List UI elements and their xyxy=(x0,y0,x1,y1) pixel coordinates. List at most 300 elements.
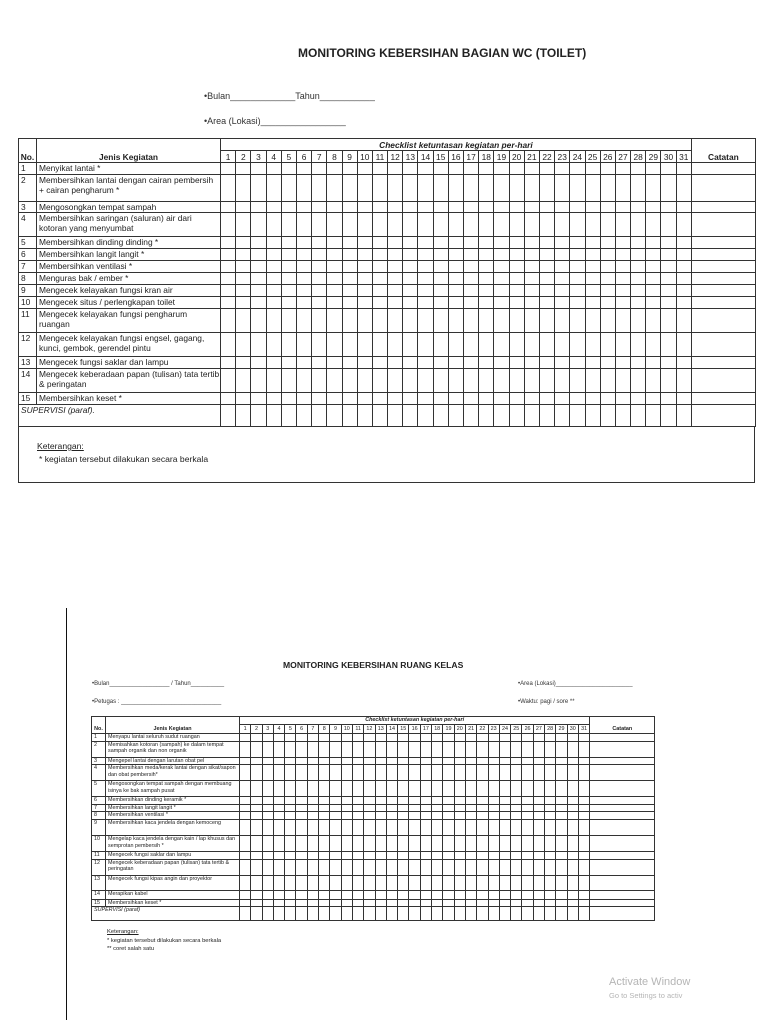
day-check-cell[interactable] xyxy=(676,175,691,202)
day-check-cell[interactable] xyxy=(646,369,661,393)
notes-cell[interactable] xyxy=(590,734,655,742)
day-check-cell[interactable] xyxy=(464,333,479,357)
notes-cell[interactable] xyxy=(691,261,755,273)
day-check-cell[interactable] xyxy=(539,285,554,297)
day-check-cell[interactable] xyxy=(448,333,463,357)
day-check-cell[interactable] xyxy=(646,297,661,309)
day-check-cell[interactable] xyxy=(386,890,397,899)
day-check-cell[interactable] xyxy=(281,297,296,309)
day-check-cell[interactable] xyxy=(524,309,539,333)
day-check-cell[interactable] xyxy=(676,202,691,213)
day-check-cell[interactable] xyxy=(375,859,386,875)
day-check-cell[interactable] xyxy=(464,237,479,249)
day-check-cell[interactable] xyxy=(533,741,544,757)
day-check-cell[interactable] xyxy=(312,309,327,333)
day-check-cell[interactable] xyxy=(477,797,488,805)
day-check-cell[interactable] xyxy=(448,213,463,237)
day-check-cell[interactable] xyxy=(448,285,463,297)
day-check-cell[interactable] xyxy=(352,757,363,765)
day-check-cell[interactable] xyxy=(327,333,342,357)
notes-cell[interactable] xyxy=(691,297,755,309)
day-check-cell[interactable] xyxy=(281,202,296,213)
day-check-cell[interactable] xyxy=(319,781,330,797)
day-check-cell[interactable] xyxy=(524,333,539,357)
day-check-cell[interactable] xyxy=(448,297,463,309)
day-check-cell[interactable] xyxy=(433,163,448,175)
day-check-cell[interactable] xyxy=(398,835,409,851)
day-check-cell[interactable] xyxy=(661,357,676,369)
day-check-cell[interactable] xyxy=(266,309,281,333)
day-check-cell[interactable] xyxy=(375,797,386,805)
day-check-cell[interactable] xyxy=(398,812,409,820)
day-check-cell[interactable] xyxy=(615,175,630,202)
day-check-cell[interactable] xyxy=(578,890,589,899)
supervisi-sign-cell[interactable] xyxy=(273,907,284,921)
day-check-cell[interactable] xyxy=(342,213,357,237)
day-check-cell[interactable] xyxy=(296,309,311,333)
day-check-cell[interactable] xyxy=(567,734,578,742)
day-check-cell[interactable] xyxy=(319,899,330,907)
day-check-cell[interactable] xyxy=(341,875,352,890)
day-check-cell[interactable] xyxy=(341,804,352,812)
day-check-cell[interactable] xyxy=(296,237,311,249)
day-check-cell[interactable] xyxy=(273,890,284,899)
day-check-cell[interactable] xyxy=(352,890,363,899)
day-check-cell[interactable] xyxy=(240,734,251,742)
day-check-cell[interactable] xyxy=(330,875,341,890)
day-check-cell[interactable] xyxy=(296,175,311,202)
day-check-cell[interactable] xyxy=(409,875,420,890)
day-check-cell[interactable] xyxy=(251,249,266,261)
day-check-cell[interactable] xyxy=(403,309,418,333)
day-check-cell[interactable] xyxy=(357,369,372,393)
day-check-cell[interactable] xyxy=(511,781,522,797)
day-check-cell[interactable] xyxy=(499,835,510,851)
day-check-cell[interactable] xyxy=(240,765,251,781)
notes-cell[interactable] xyxy=(691,369,755,393)
day-check-cell[interactable] xyxy=(646,261,661,273)
day-check-cell[interactable] xyxy=(341,734,352,742)
day-check-cell[interactable] xyxy=(676,297,691,309)
day-check-cell[interactable] xyxy=(403,393,418,405)
day-check-cell[interactable] xyxy=(221,261,236,273)
day-check-cell[interactable] xyxy=(448,237,463,249)
day-check-cell[interactable] xyxy=(432,804,443,812)
day-check-cell[interactable] xyxy=(372,357,387,369)
day-check-cell[interactable] xyxy=(342,297,357,309)
day-check-cell[interactable] xyxy=(578,765,589,781)
day-check-cell[interactable] xyxy=(296,804,307,812)
supervisi-sign-cell[interactable] xyxy=(545,907,556,921)
supervisi-sign-cell[interactable] xyxy=(251,907,262,921)
day-check-cell[interactable] xyxy=(386,812,397,820)
day-check-cell[interactable] xyxy=(266,237,281,249)
day-check-cell[interactable] xyxy=(266,213,281,237)
day-check-cell[interactable] xyxy=(499,859,510,875)
day-check-cell[interactable] xyxy=(600,237,615,249)
day-check-cell[interactable] xyxy=(545,875,556,890)
day-check-cell[interactable] xyxy=(312,285,327,297)
supervisi-sign-cell[interactable] xyxy=(465,907,476,921)
day-check-cell[interactable] xyxy=(454,812,465,820)
day-check-cell[interactable] xyxy=(494,333,509,357)
day-check-cell[interactable] xyxy=(570,163,585,175)
day-check-cell[interactable] xyxy=(555,297,570,309)
day-check-cell[interactable] xyxy=(585,309,600,333)
day-check-cell[interactable] xyxy=(296,163,311,175)
day-check-cell[interactable] xyxy=(661,309,676,333)
day-check-cell[interactable] xyxy=(477,765,488,781)
day-check-cell[interactable] xyxy=(418,261,433,273)
day-check-cell[interactable] xyxy=(545,757,556,765)
day-check-cell[interactable] xyxy=(266,285,281,297)
day-check-cell[interactable] xyxy=(511,757,522,765)
day-check-cell[interactable] xyxy=(578,835,589,851)
day-check-cell[interactable] xyxy=(281,285,296,297)
day-check-cell[interactable] xyxy=(454,804,465,812)
day-check-cell[interactable] xyxy=(661,297,676,309)
notes-cell[interactable] xyxy=(590,797,655,805)
day-check-cell[interactable] xyxy=(488,804,499,812)
day-check-cell[interactable] xyxy=(285,819,296,835)
day-check-cell[interactable] xyxy=(372,249,387,261)
day-check-cell[interactable] xyxy=(465,797,476,805)
day-check-cell[interactable] xyxy=(676,261,691,273)
day-check-cell[interactable] xyxy=(221,273,236,285)
day-check-cell[interactable] xyxy=(443,851,454,859)
day-check-cell[interactable] xyxy=(398,757,409,765)
day-check-cell[interactable] xyxy=(262,765,273,781)
day-check-cell[interactable] xyxy=(585,163,600,175)
day-check-cell[interactable] xyxy=(251,812,262,820)
day-check-cell[interactable] xyxy=(236,202,251,213)
supervisi-sign-cell[interactable] xyxy=(375,907,386,921)
day-check-cell[interactable] xyxy=(524,237,539,249)
day-check-cell[interactable] xyxy=(433,393,448,405)
day-check-cell[interactable] xyxy=(273,835,284,851)
day-check-cell[interactable] xyxy=(418,285,433,297)
day-check-cell[interactable] xyxy=(296,249,311,261)
supervisi-sign-cell[interactable] xyxy=(418,405,433,427)
day-check-cell[interactable] xyxy=(454,765,465,781)
day-check-cell[interactable] xyxy=(661,237,676,249)
day-check-cell[interactable] xyxy=(545,899,556,907)
day-check-cell[interactable] xyxy=(494,213,509,237)
day-check-cell[interactable] xyxy=(221,213,236,237)
day-check-cell[interactable] xyxy=(522,765,533,781)
day-check-cell[interactable] xyxy=(251,835,262,851)
day-check-cell[interactable] xyxy=(465,819,476,835)
day-check-cell[interactable] xyxy=(479,309,494,333)
day-check-cell[interactable] xyxy=(262,797,273,805)
day-check-cell[interactable] xyxy=(433,297,448,309)
day-check-cell[interactable] xyxy=(522,851,533,859)
day-check-cell[interactable] xyxy=(545,781,556,797)
day-check-cell[interactable] xyxy=(443,875,454,890)
supervisi-sign-cell[interactable] xyxy=(448,405,463,427)
day-check-cell[interactable] xyxy=(533,835,544,851)
day-check-cell[interactable] xyxy=(465,765,476,781)
day-check-cell[interactable] xyxy=(509,309,524,333)
day-check-cell[interactable] xyxy=(273,899,284,907)
day-check-cell[interactable] xyxy=(330,859,341,875)
day-check-cell[interactable] xyxy=(465,804,476,812)
supervisi-sign-cell[interactable] xyxy=(556,907,567,921)
notes-cell[interactable] xyxy=(691,309,755,333)
day-check-cell[interactable] xyxy=(464,202,479,213)
day-check-cell[interactable] xyxy=(499,851,510,859)
day-check-cell[interactable] xyxy=(398,765,409,781)
supervisi-sign-cell[interactable] xyxy=(631,405,646,427)
day-check-cell[interactable] xyxy=(479,249,494,261)
day-check-cell[interactable] xyxy=(352,812,363,820)
day-check-cell[interactable] xyxy=(615,309,630,333)
day-check-cell[interactable] xyxy=(398,875,409,890)
day-check-cell[interactable] xyxy=(236,333,251,357)
day-check-cell[interactable] xyxy=(327,249,342,261)
day-check-cell[interactable] xyxy=(477,812,488,820)
day-check-cell[interactable] xyxy=(567,899,578,907)
day-check-cell[interactable] xyxy=(221,175,236,202)
supervisi-sign-cell[interactable] xyxy=(285,907,296,921)
day-check-cell[interactable] xyxy=(454,890,465,899)
day-check-cell[interactable] xyxy=(570,213,585,237)
day-check-cell[interactable] xyxy=(221,163,236,175)
day-check-cell[interactable] xyxy=(372,309,387,333)
day-check-cell[interactable] xyxy=(488,797,499,805)
day-check-cell[interactable] xyxy=(251,819,262,835)
day-check-cell[interactable] xyxy=(418,175,433,202)
day-check-cell[interactable] xyxy=(327,175,342,202)
day-check-cell[interactable] xyxy=(676,273,691,285)
day-check-cell[interactable] xyxy=(420,819,431,835)
supervisi-sign-cell[interactable] xyxy=(357,405,372,427)
day-check-cell[interactable] xyxy=(494,202,509,213)
day-check-cell[interactable] xyxy=(251,237,266,249)
supervisi-sign-cell[interactable] xyxy=(524,405,539,427)
day-check-cell[interactable] xyxy=(386,859,397,875)
day-check-cell[interactable] xyxy=(661,273,676,285)
day-check-cell[interactable] xyxy=(409,765,420,781)
day-check-cell[interactable] xyxy=(372,369,387,393)
day-check-cell[interactable] xyxy=(386,781,397,797)
day-check-cell[interactable] xyxy=(262,835,273,851)
day-check-cell[interactable] xyxy=(578,899,589,907)
day-check-cell[interactable] xyxy=(372,297,387,309)
day-check-cell[interactable] xyxy=(342,249,357,261)
day-check-cell[interactable] xyxy=(327,202,342,213)
day-check-cell[interactable] xyxy=(240,819,251,835)
day-check-cell[interactable] xyxy=(420,812,431,820)
supervisi-sign-cell[interactable] xyxy=(341,907,352,921)
day-check-cell[interactable] xyxy=(646,309,661,333)
day-check-cell[interactable] xyxy=(443,890,454,899)
day-check-cell[interactable] xyxy=(511,734,522,742)
day-check-cell[interactable] xyxy=(398,890,409,899)
day-check-cell[interactable] xyxy=(352,819,363,835)
day-check-cell[interactable] xyxy=(342,261,357,273)
day-check-cell[interactable] xyxy=(545,859,556,875)
day-check-cell[interactable] xyxy=(251,781,262,797)
day-check-cell[interactable] xyxy=(398,741,409,757)
day-check-cell[interactable] xyxy=(533,812,544,820)
day-check-cell[interactable] xyxy=(281,357,296,369)
day-check-cell[interactable] xyxy=(375,819,386,835)
day-check-cell[interactable] xyxy=(386,899,397,907)
day-check-cell[interactable] xyxy=(319,875,330,890)
day-check-cell[interactable] xyxy=(661,369,676,393)
day-check-cell[interactable] xyxy=(615,249,630,261)
day-check-cell[interactable] xyxy=(477,859,488,875)
day-check-cell[interactable] xyxy=(646,175,661,202)
day-check-cell[interactable] xyxy=(251,261,266,273)
day-check-cell[interactable] xyxy=(330,741,341,757)
day-check-cell[interactable] xyxy=(600,261,615,273)
day-check-cell[interactable] xyxy=(570,273,585,285)
day-check-cell[interactable] xyxy=(556,734,567,742)
day-check-cell[interactable] xyxy=(352,734,363,742)
day-check-cell[interactable] xyxy=(386,875,397,890)
day-check-cell[interactable] xyxy=(511,890,522,899)
day-check-cell[interactable] xyxy=(364,804,375,812)
day-check-cell[interactable] xyxy=(443,804,454,812)
day-check-cell[interactable] xyxy=(567,890,578,899)
day-check-cell[interactable] xyxy=(676,249,691,261)
day-check-cell[interactable] xyxy=(533,781,544,797)
supervisi-sign-cell[interactable] xyxy=(403,405,418,427)
day-check-cell[interactable] xyxy=(319,765,330,781)
day-check-cell[interactable] xyxy=(352,804,363,812)
day-check-cell[interactable] xyxy=(522,804,533,812)
day-check-cell[interactable] xyxy=(386,797,397,805)
day-check-cell[interactable] xyxy=(327,297,342,309)
day-check-cell[interactable] xyxy=(600,297,615,309)
day-check-cell[interactable] xyxy=(524,261,539,273)
day-check-cell[interactable] xyxy=(433,249,448,261)
day-check-cell[interactable] xyxy=(539,273,554,285)
day-check-cell[interactable] xyxy=(273,797,284,805)
day-check-cell[interactable] xyxy=(524,249,539,261)
day-check-cell[interactable] xyxy=(443,859,454,875)
day-check-cell[interactable] xyxy=(221,333,236,357)
day-check-cell[interactable] xyxy=(522,812,533,820)
day-check-cell[interactable] xyxy=(327,273,342,285)
day-check-cell[interactable] xyxy=(533,797,544,805)
notes-cell[interactable] xyxy=(590,757,655,765)
supervisi-sign-cell[interactable] xyxy=(570,405,585,427)
day-check-cell[interactable] xyxy=(312,175,327,202)
day-check-cell[interactable] xyxy=(488,757,499,765)
notes-cell[interactable] xyxy=(590,819,655,835)
day-check-cell[interactable] xyxy=(420,781,431,797)
day-check-cell[interactable] xyxy=(545,812,556,820)
day-check-cell[interactable] xyxy=(443,797,454,805)
day-check-cell[interactable] xyxy=(646,249,661,261)
day-check-cell[interactable] xyxy=(372,202,387,213)
day-check-cell[interactable] xyxy=(375,781,386,797)
day-check-cell[interactable] xyxy=(409,812,420,820)
day-check-cell[interactable] xyxy=(600,285,615,297)
day-check-cell[interactable] xyxy=(511,765,522,781)
day-check-cell[interactable] xyxy=(615,237,630,249)
day-check-cell[interactable] xyxy=(432,859,443,875)
day-check-cell[interactable] xyxy=(364,859,375,875)
day-check-cell[interactable] xyxy=(418,333,433,357)
day-check-cell[interactable] xyxy=(556,804,567,812)
day-check-cell[interactable] xyxy=(661,202,676,213)
day-check-cell[interactable] xyxy=(448,249,463,261)
day-check-cell[interactable] xyxy=(281,213,296,237)
day-check-cell[interactable] xyxy=(364,797,375,805)
day-check-cell[interactable] xyxy=(236,357,251,369)
day-check-cell[interactable] xyxy=(296,393,311,405)
supervisi-sign-cell[interactable] xyxy=(533,907,544,921)
day-check-cell[interactable] xyxy=(661,213,676,237)
day-check-cell[interactable] xyxy=(522,781,533,797)
day-check-cell[interactable] xyxy=(600,273,615,285)
day-check-cell[interactable] xyxy=(661,249,676,261)
notes-cell[interactable] xyxy=(590,899,655,907)
day-check-cell[interactable] xyxy=(357,249,372,261)
day-check-cell[interactable] xyxy=(357,309,372,333)
day-check-cell[interactable] xyxy=(585,393,600,405)
day-check-cell[interactable] xyxy=(545,797,556,805)
day-check-cell[interactable] xyxy=(296,297,311,309)
day-check-cell[interactable] xyxy=(251,734,262,742)
day-check-cell[interactable] xyxy=(578,819,589,835)
supervisi-sign-cell[interactable] xyxy=(364,907,375,921)
supervisi-sign-cell[interactable] xyxy=(319,907,330,921)
day-check-cell[interactable] xyxy=(676,369,691,393)
day-check-cell[interactable] xyxy=(464,213,479,237)
day-check-cell[interactable] xyxy=(522,734,533,742)
day-check-cell[interactable] xyxy=(375,804,386,812)
day-check-cell[interactable] xyxy=(443,819,454,835)
day-check-cell[interactable] xyxy=(240,851,251,859)
day-check-cell[interactable] xyxy=(578,859,589,875)
day-check-cell[interactable] xyxy=(509,393,524,405)
day-check-cell[interactable] xyxy=(494,237,509,249)
day-check-cell[interactable] xyxy=(433,309,448,333)
day-check-cell[interactable] xyxy=(398,797,409,805)
day-check-cell[interactable] xyxy=(221,249,236,261)
day-check-cell[interactable] xyxy=(631,213,646,237)
day-check-cell[interactable] xyxy=(454,899,465,907)
day-check-cell[interactable] xyxy=(432,875,443,890)
day-check-cell[interactable] xyxy=(357,297,372,309)
day-check-cell[interactable] xyxy=(443,835,454,851)
day-check-cell[interactable] xyxy=(388,273,403,285)
day-check-cell[interactable] xyxy=(330,804,341,812)
day-check-cell[interactable] xyxy=(352,899,363,907)
day-check-cell[interactable] xyxy=(319,734,330,742)
day-check-cell[interactable] xyxy=(533,819,544,835)
supervisi-sign-cell[interactable] xyxy=(296,405,311,427)
day-check-cell[interactable] xyxy=(676,357,691,369)
day-check-cell[interactable] xyxy=(375,741,386,757)
day-check-cell[interactable] xyxy=(262,757,273,765)
day-check-cell[interactable] xyxy=(296,819,307,835)
day-check-cell[interactable] xyxy=(357,163,372,175)
day-check-cell[interactable] xyxy=(221,285,236,297)
day-check-cell[interactable] xyxy=(221,202,236,213)
day-check-cell[interactable] xyxy=(545,804,556,812)
day-check-cell[interactable] xyxy=(585,202,600,213)
day-check-cell[interactable] xyxy=(319,819,330,835)
day-check-cell[interactable] xyxy=(615,202,630,213)
day-check-cell[interactable] xyxy=(386,765,397,781)
day-check-cell[interactable] xyxy=(364,890,375,899)
